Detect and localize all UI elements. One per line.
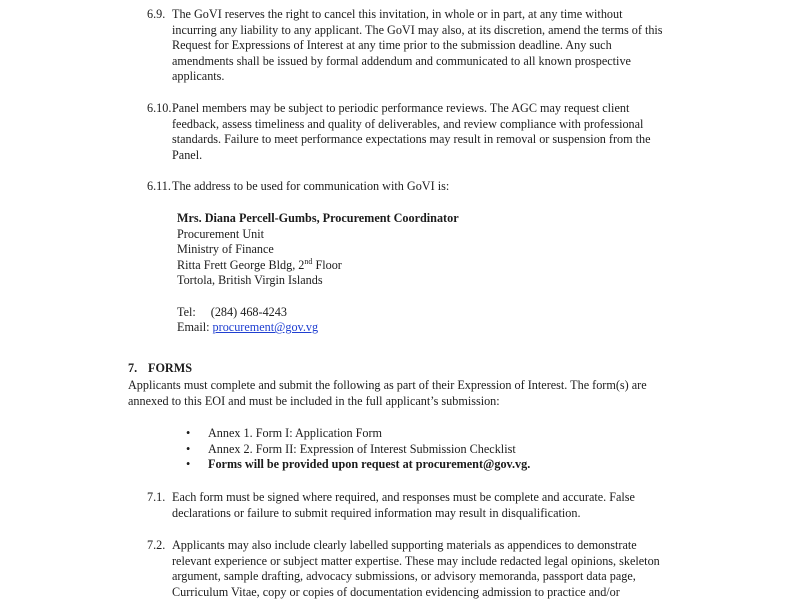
- clause-number: 7.2.: [147, 538, 166, 552]
- address-ministry: Ministry of Finance: [177, 242, 274, 257]
- clause-text: The GoVI reserves the right to cancel this invitation, in whole or in part, at any time without incurring any liability to any applicant. The GoVI may also, at its discretion, amend the terms of this Request for Expressions of Interest at any time prior to the submission deadline. Any such amendments shall be issued by formal addendum and communicated to all known prospective applicants.: [172, 7, 663, 84]
- clause-text: Each form must be signed where required, and responses must be complete and accurate. False declarations or failure to submit required information may result in disqualification.: [172, 490, 635, 520]
- bullet-icon: •: [186, 457, 191, 472]
- section-number: 7.: [128, 361, 138, 375]
- email-line: [177, 320, 597, 336]
- tel-value: (284) 468-4243: [210, 304, 287, 319]
- list-item: [186, 442, 666, 458]
- clause-6-9: [147, 7, 667, 85]
- clause-number: 7.1.: [147, 490, 166, 504]
- clause-text: Applicants may also include clearly labelled supporting materials as appendices to demonstrate relevant experience or subject matter expertise. These may include redacted legal opinions, skeleton argument, sample drafting, advocacy submissions, or advisory memoranda, passport data page, Curriculum Vitae, copy or copies of documentation evidencing admission to practice and/or: [172, 538, 660, 599]
- telephone-line: [177, 305, 597, 321]
- clause-7-1: [147, 490, 667, 521]
- email-link[interactable]: procurement@gov.vg: [212, 320, 319, 335]
- building-suffix: Floor: [312, 257, 342, 272]
- address-block: [177, 211, 597, 336]
- clause-6-10: [147, 101, 667, 163]
- clause-text: Panel members may be subject to periodic performance reviews. The AGC may request client feedback, assess timeliness and quality of deliverables, and review compliance with professional standards. Failure to meet performance expectations may result in removal or suspension from the Panel.: [172, 101, 651, 162]
- list-item-text: Annex 2. Form II: Expression of Interest Submission Checklist: [208, 441, 516, 456]
- section-heading: [128, 361, 192, 377]
- clause-7-2: [147, 538, 667, 600]
- address-location: Tortola, British Virgin Islands: [177, 273, 323, 288]
- contact-name: Mrs. Diana Percell-Gumbs, Procurement Coordinator: [177, 211, 459, 225]
- clause-number: 6.11.: [147, 179, 171, 193]
- list-item: [186, 426, 666, 442]
- list-item: [186, 457, 666, 473]
- building-prefix: Ritta Frett George Bldg, 2: [177, 257, 305, 272]
- tel-label: Tel:: [177, 304, 196, 319]
- clause-6-11: [147, 179, 667, 195]
- clause-text: The address to be used for communication with GoVI is:: [172, 179, 450, 193]
- forms-list: [186, 426, 666, 473]
- list-item-text: Forms will be provided upon request at procurement@gov.vg.: [208, 457, 531, 472]
- list-item-text: Annex 1. Form I: Application Form: [208, 426, 382, 440]
- clause-number: 6.9.: [147, 7, 166, 21]
- building-floor-suffix: nd: [304, 256, 313, 266]
- clause-number: 6.10.: [147, 101, 172, 115]
- email-label: Email:: [177, 320, 210, 335]
- bullet-icon: •: [186, 426, 191, 440]
- address-building: [177, 258, 597, 274]
- section-intro: Applicants must complete and submit the following as part of their Expression of Interest. The form(s) are annexed to this EOI and must be included in the full applicant’s submission:: [128, 378, 647, 408]
- section-title: FORMS: [148, 361, 193, 375]
- bullet-icon: •: [186, 441, 191, 456]
- address-unit: Procurement Unit: [177, 226, 264, 241]
